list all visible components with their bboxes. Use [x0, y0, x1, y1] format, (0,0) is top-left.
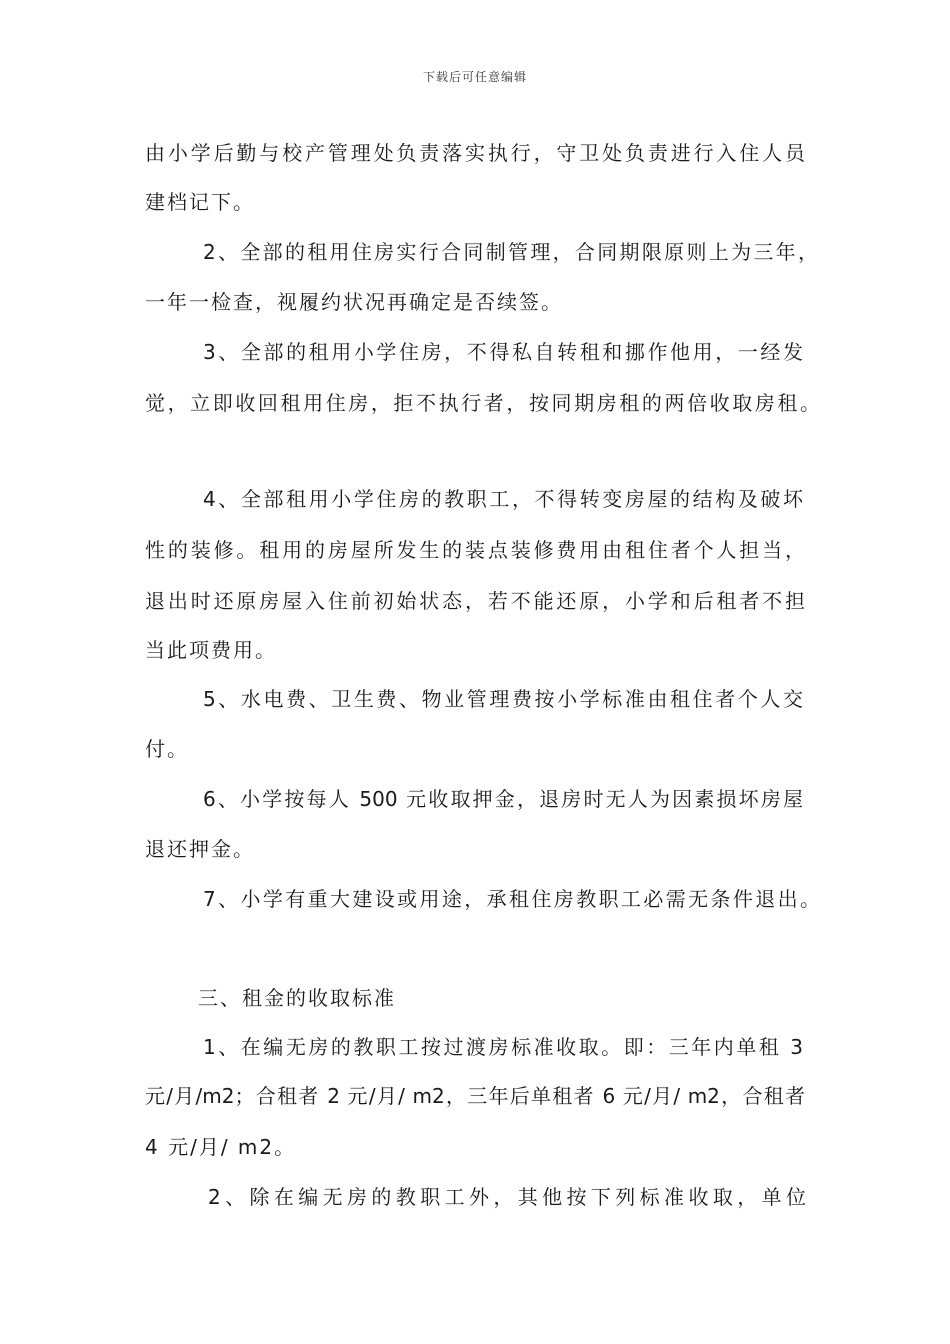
body-line: 性的装修。租用的房屋所发生的装点装修费用由租住者个人担当，: [145, 538, 805, 562]
section-heading: 三、租金的收取标准: [198, 986, 396, 1010]
body-line: 当此项费用。: [145, 638, 277, 662]
body-line: 7、小学有重大建设或用途，承租住房教职工必需无条件退出。: [203, 887, 820, 911]
body-line: 2、全部的租用住房实行合同制管理，合同期限原则上为三年，: [203, 240, 818, 264]
body-line: 4、全部租用小学住房的教职工，不得转变房屋的结构及破坏: [203, 487, 803, 511]
body-line: 2、除在编无房的教职工外，其他按下列标准收取，单位: [208, 1185, 806, 1209]
body-line: 由小学后勤与校产管理处负责落实执行，守卫处负责进行入住人员: [145, 141, 805, 165]
body-line: 退还押金。: [145, 837, 255, 861]
body-line: 6、小学按每人 500 元收取押金，退房时无人为因素损坏房屋: [203, 787, 803, 811]
body-line: 觉，立即收回租用住房，拒不执行者，按同期房租的两倍收取房租。: [145, 391, 820, 415]
page-header: 下载后可任意编辑: [422, 70, 527, 84]
body-line: 5、水电费、卫生费、物业管理费按小学标准由租住者个人交: [203, 687, 803, 711]
body-line: 退出时还原房屋入住前初始状态，若不能还原，小学和后租者不担: [145, 589, 805, 613]
body-line: 元/月/m2；合租者 2 元/月/ m2，三年后单租者 6 元/月/ m2，合租者: [145, 1084, 805, 1108]
body-line: 一年一检查，视履约状况再确定是否续签。: [145, 290, 563, 314]
body-line: 3、全部的租用小学住房，不得私自转租和挪作他用，一经发: [203, 340, 803, 364]
body-line: 1、在编无房的教职工按过渡房标准收取。即：三年内单租 3: [203, 1035, 803, 1059]
body-line: 付。: [145, 737, 189, 761]
body-line: 建档记下。: [145, 190, 255, 214]
body-line: 4 元/月/ m2。: [145, 1135, 297, 1159]
